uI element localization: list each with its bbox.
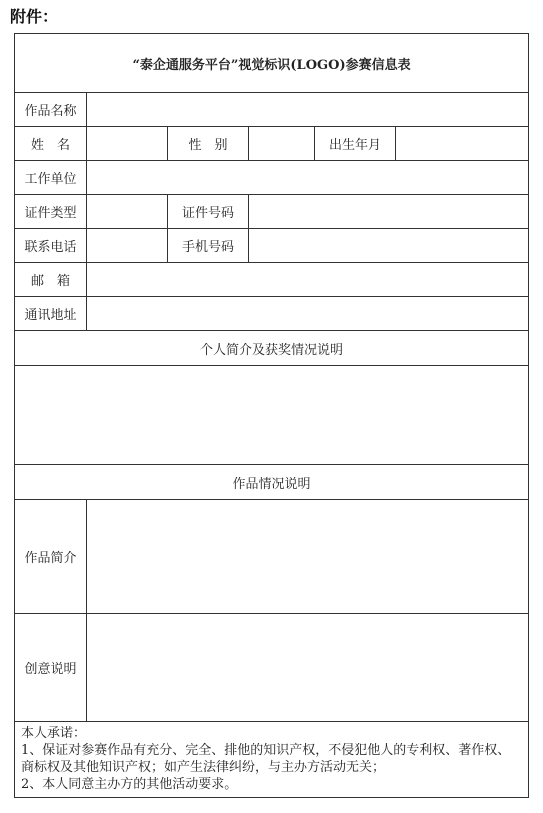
label-creative-desc: 创意说明 — [15, 614, 87, 722]
field-email[interactable] — [87, 263, 529, 297]
label-id-number: 证件号码 — [168, 195, 249, 229]
label-name: 姓 名 — [15, 127, 87, 161]
entry-form-table — [14, 33, 529, 798]
pledge-heading: 本人承诺： — [21, 726, 87, 741]
field-gender[interactable] — [249, 127, 315, 161]
field-profile[interactable] — [15, 366, 529, 465]
field-address[interactable] — [87, 297, 529, 331]
label-gender: 性 别 — [168, 127, 249, 161]
section-work: 作品情况说明 — [15, 465, 529, 500]
field-phone[interactable] — [87, 229, 168, 263]
field-id-number[interactable] — [249, 195, 529, 229]
pledge-line-2: 商标权及其他知识产权；如产生法律纠纷，与主办方活动无关； — [21, 760, 386, 775]
label-address: 通讯地址 — [15, 297, 87, 331]
field-birth[interactable] — [396, 127, 529, 161]
pledge-line-3: 2、本人同意主办方的其他活动要求。 — [21, 777, 238, 792]
section-profile: 个人简介及获奖情况说明 — [15, 331, 529, 366]
label-mobile: 手机号码 — [168, 229, 249, 263]
label-phone: 联系电话 — [15, 229, 87, 263]
label-employer: 工作单位 — [15, 161, 87, 195]
field-employer[interactable] — [87, 161, 529, 195]
pledge-line-1: 1、保证对参赛作品有充分、完全、排他的知识产权，不侵犯他人的专利权、著作权、 — [21, 743, 511, 758]
label-id-type: 证件类型 — [15, 195, 87, 229]
form-title: “泰企通服务平台”视觉标识(LOGO)参赛信息表 — [15, 34, 529, 93]
label-work-name: 作品名称 — [15, 93, 87, 127]
label-email: 邮 箱 — [15, 263, 87, 297]
label-work-intro: 作品简介 — [15, 500, 87, 614]
field-id-type[interactable] — [87, 195, 168, 229]
pledge-block — [15, 722, 529, 798]
field-work-intro[interactable] — [87, 500, 529, 614]
attachment-label: 附件： — [10, 7, 59, 26]
field-work-name[interactable] — [87, 93, 529, 127]
field-creative-desc[interactable] — [87, 614, 529, 722]
label-birth: 出生年月 — [315, 127, 396, 161]
field-mobile[interactable] — [249, 229, 529, 263]
field-name[interactable] — [87, 127, 168, 161]
